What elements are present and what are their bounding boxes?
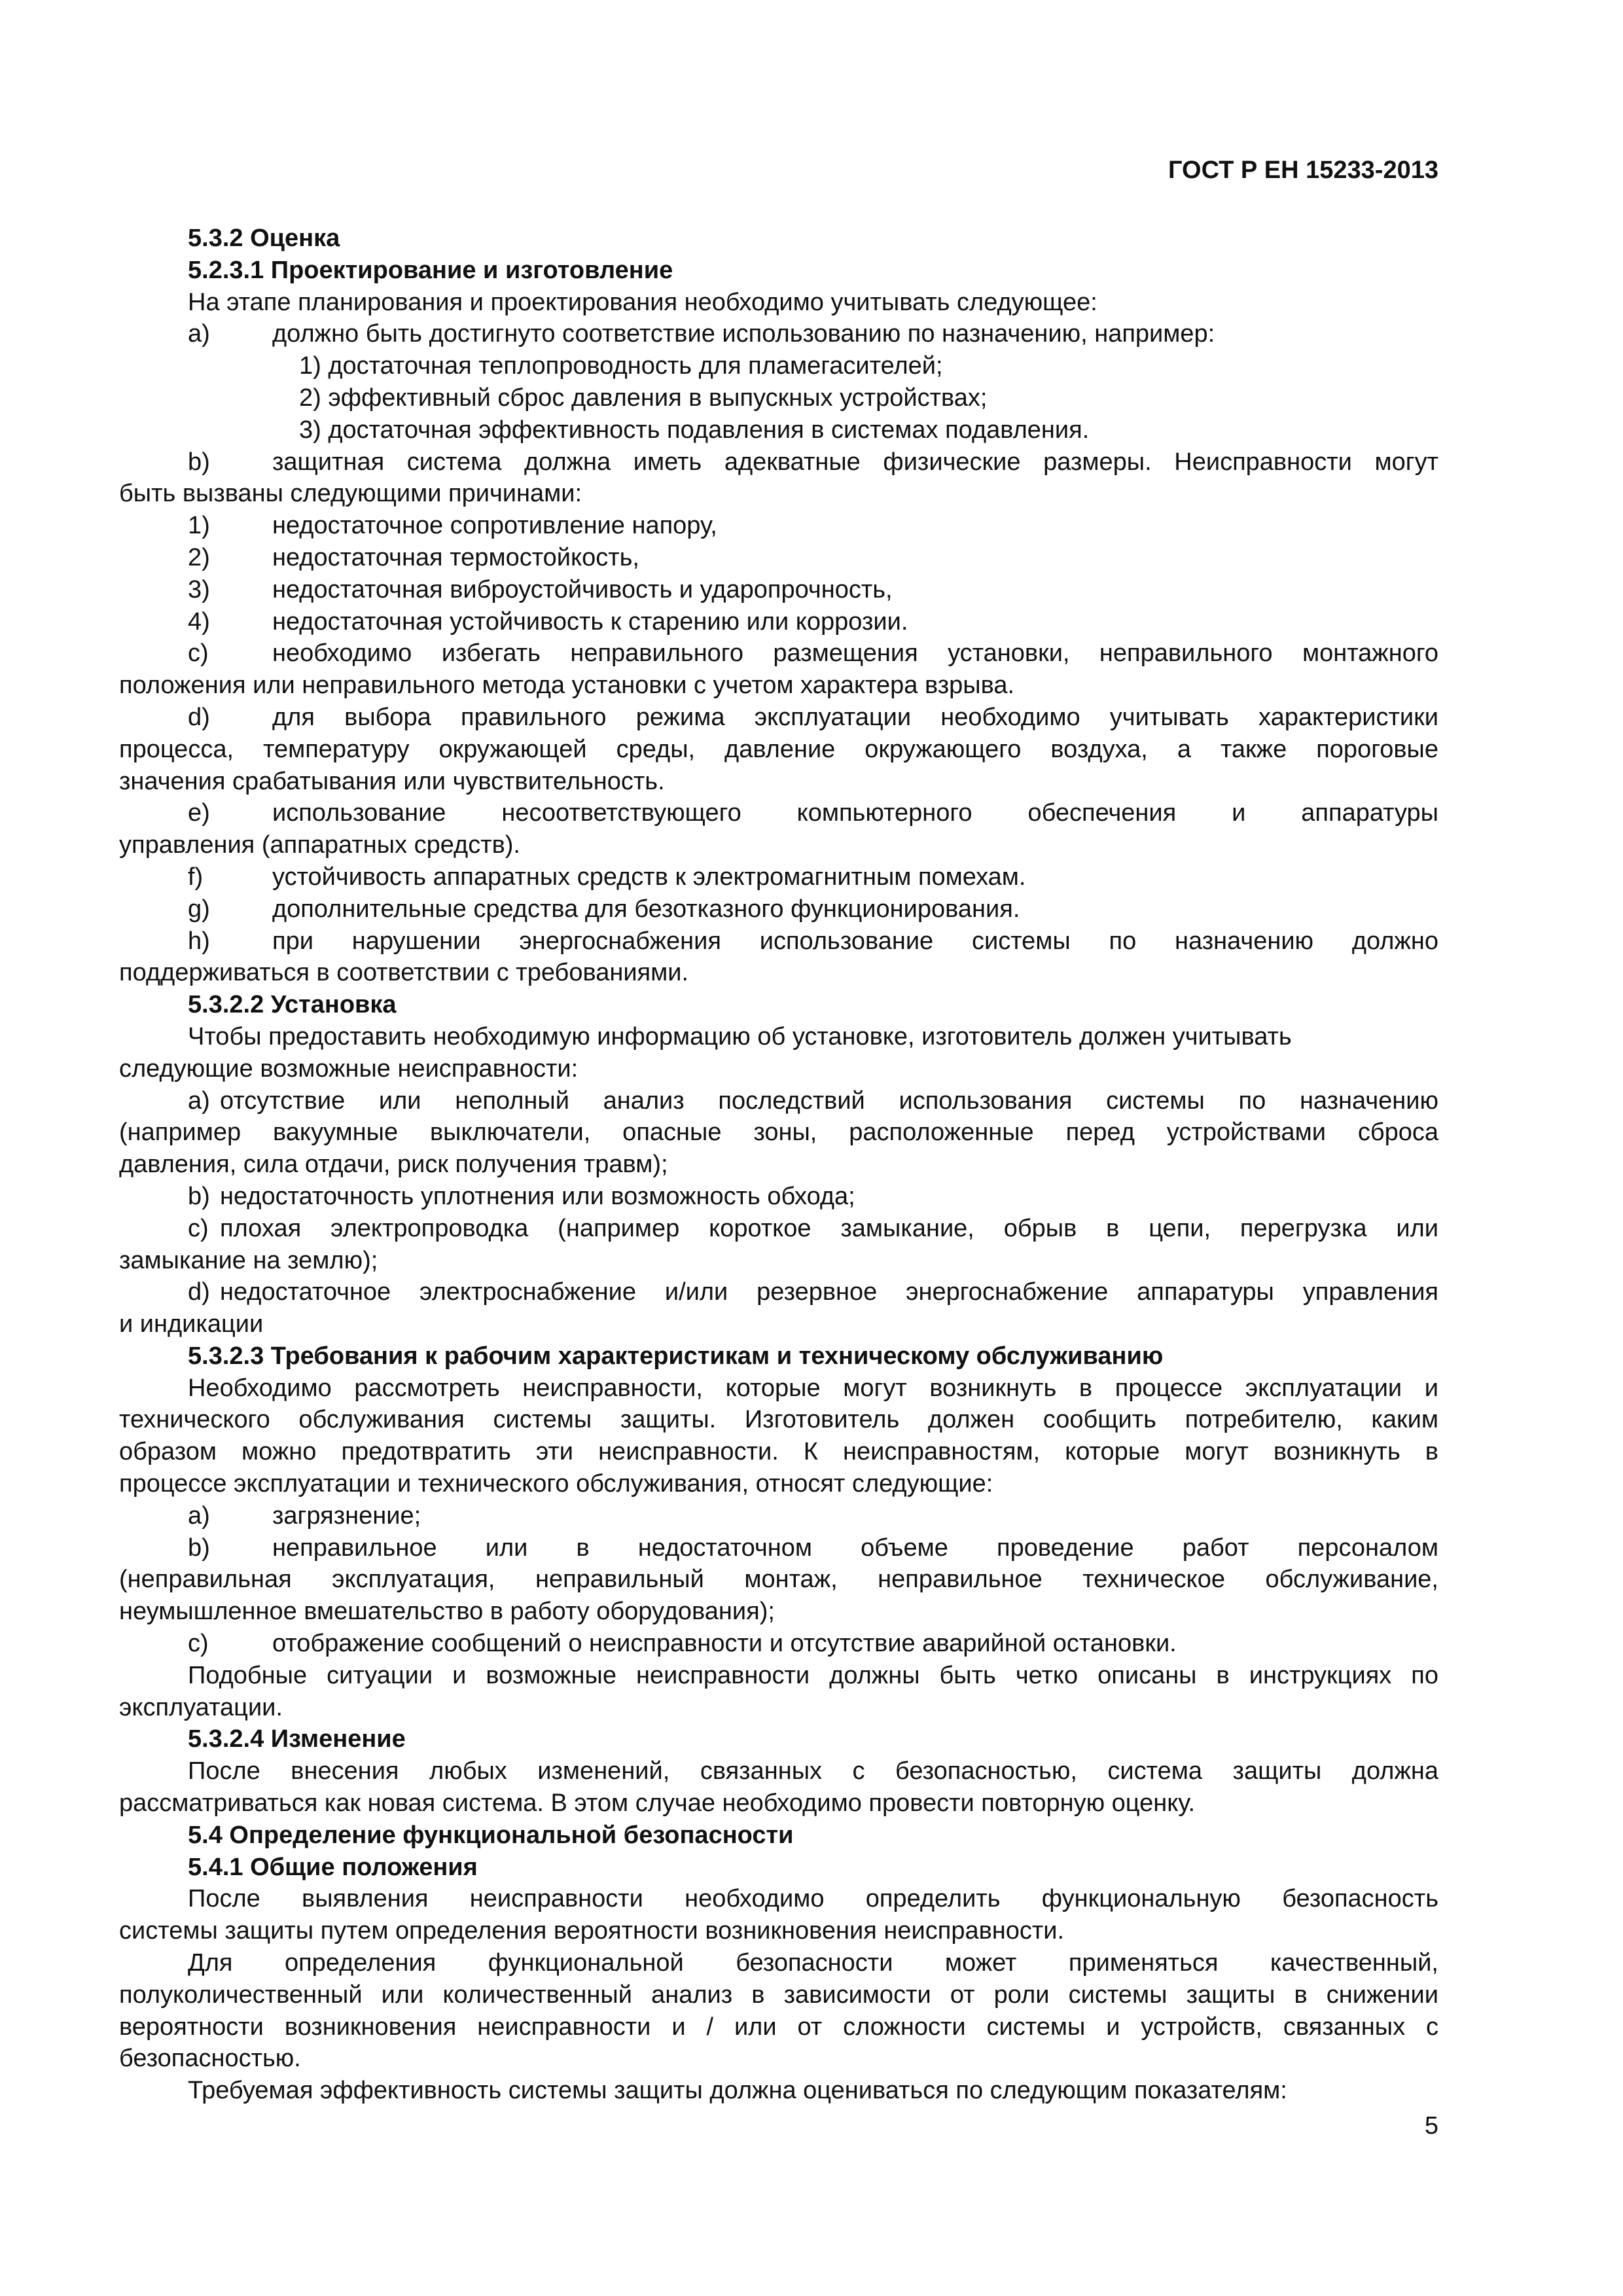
line-text: 3) достаточная эффективность подавления в системах подавления. — [299, 416, 1090, 444]
line-text: недостаточная устойчивость к старению или коррозии. — [272, 607, 908, 636]
section-heading-line — [119, 255, 1438, 287]
text-line — [119, 766, 1438, 798]
text-line — [119, 2075, 1438, 2107]
line-text: На этапе планирования и проектирования необходимо учитывать следующее: — [188, 288, 1097, 316]
section-heading-line — [119, 1340, 1438, 1372]
list-marker: 3) — [188, 575, 210, 603]
line-text: отображение сообщений о неисправности и отсутствие аварийной остановки. — [272, 1630, 1177, 1658]
line-text: процессе эксплуатации и технического обслуживания, относят следующие: — [119, 1470, 993, 1498]
text-line — [119, 1755, 1438, 1787]
text-line — [119, 1660, 1438, 1692]
line-text: (например вакуумные выключатели, опасные зоны, расположенные перед устройствами сброса — [119, 1119, 1438, 1147]
line-text: следующие возможные неисправности: — [119, 1054, 579, 1083]
section-heading-line — [119, 989, 1438, 1021]
list-marker: b) — [188, 448, 210, 476]
line-text: загрязнение; — [272, 1501, 421, 1530]
line-text: недостаточность уплотнения или возможность обхода; — [220, 1182, 855, 1210]
text-line — [119, 478, 1438, 510]
line-text: значения срабатывания или чувствительность. — [119, 767, 665, 795]
line-text: при нарушении энергоснабжения использование системы по назначению должно — [272, 927, 1438, 955]
text-line — [119, 382, 1438, 414]
text-line — [119, 637, 1438, 670]
text-line — [119, 318, 1438, 350]
list-marker: a) — [188, 1501, 210, 1530]
text-line — [119, 414, 1438, 446]
text-line — [119, 702, 1438, 734]
page-number: 5 — [1424, 2112, 1438, 2140]
text-line — [119, 925, 1438, 958]
line-text: После выявления неисправности необходимо определить функциональную безопасность — [188, 1885, 1438, 1913]
section-heading-line — [119, 1820, 1438, 1852]
line-text: 2) эффективный сброс давления в выпускных устройствах; — [299, 384, 988, 412]
text-line — [119, 287, 1438, 319]
line-text: использование несоответствующего компьютерного обеспечения и аппаратуры — [272, 799, 1438, 827]
list-marker: h) — [188, 927, 210, 955]
text-line — [119, 2043, 1438, 2075]
text-line — [119, 542, 1438, 574]
text-line — [119, 670, 1438, 702]
text-line — [119, 606, 1438, 638]
text-line — [119, 574, 1438, 606]
text-line — [119, 1787, 1438, 1820]
line-text: защитная система должна иметь адекватные физические размеры. Неисправности могут — [272, 448, 1438, 476]
list-marker: b) — [188, 1534, 210, 1562]
text-line — [119, 1564, 1438, 1596]
text-line — [119, 957, 1438, 989]
text-line — [119, 350, 1438, 382]
line-text: эксплуатации. — [119, 1693, 283, 1721]
line-text: Необходимо рассмотреть неисправности, которые могут возникнуть в процессе эксплуатации и — [188, 1374, 1438, 1402]
text-line — [119, 1979, 1438, 2011]
list-marker: c) — [188, 639, 209, 668]
line-text: давления, сила отдачи, риск получения травм); — [119, 1151, 668, 1179]
line-text: вероятности возникновения неисправности и / или от сложности системы и устройств, связанных с — [119, 2013, 1438, 2041]
text-line — [119, 1692, 1438, 1724]
line-text: недостаточная термостойкость, — [272, 543, 639, 571]
document-body — [119, 223, 1438, 2107]
line-text: Чтобы предоставить необходимую информацию об установке, изготовитель должен учитывать — [188, 1022, 1292, 1050]
text-line — [119, 1021, 1438, 1053]
line-text: неправильное или в недостаточном объеме проведение работ персоналом — [272, 1534, 1438, 1562]
line-text: 1) достаточная теплопроводность для пламегасителей; — [299, 352, 943, 380]
section-heading-line — [119, 223, 1438, 255]
text-line — [119, 1500, 1438, 1532]
text-line — [119, 1436, 1438, 1468]
line-text: 5.3.2.2 Установка — [188, 991, 397, 1019]
text-line — [119, 1596, 1438, 1628]
line-text: положения или неправильного метода установки с учетом характера взрыва. — [119, 672, 1015, 700]
text-line — [119, 446, 1438, 478]
line-text: 5.4.1 Общие положения — [188, 1853, 478, 1881]
line-text: 5.4 Определение функциональной безопасности — [188, 1821, 794, 1849]
line-text: быть вызваны следующими причинами: — [119, 480, 582, 508]
text-line — [119, 1085, 1438, 1117]
line-text: 5.3.2.3 Требования к рабочим характеристикам и техническому обслуживанию — [188, 1342, 1164, 1370]
line-text: плохая электропроводка (например короткое замыкание, обрыв в цепи, перегрузка или — [220, 1214, 1438, 1242]
text-line — [119, 1915, 1438, 1947]
text-line — [119, 893, 1438, 925]
line-text: дополнительные средства для безотказного функционирования. — [272, 895, 1020, 923]
text-line — [119, 1149, 1438, 1181]
line-text: рассматриваться как новая система. В этом случае необходимо провести повторную оценку. — [119, 1789, 1196, 1818]
list-marker: 4) — [188, 607, 210, 636]
line-text: процесса, температуру окружающей среды, давление окружающего воздуха, а также пороговые — [119, 735, 1438, 763]
line-text: и индикации — [119, 1310, 264, 1338]
list-marker: b) — [188, 1182, 210, 1210]
line-text: должно быть достигнуто соответствие использованию по назначению, например: — [272, 320, 1215, 348]
line-text: Требуемая эффективность системы защиты должна оцениваться по следующим показателям: — [188, 2077, 1287, 2105]
section-heading-line — [119, 1852, 1438, 1884]
list-marker: 2) — [188, 543, 210, 571]
text-line — [119, 1372, 1438, 1405]
line-text: недостаточное сопротивление напору, — [272, 512, 717, 540]
line-text: (неправильная эксплуатация, неправильный монтаж, неправильное техническое обслуживание, — [119, 1566, 1438, 1594]
list-marker: c) — [188, 1214, 209, 1242]
list-marker: 1) — [188, 512, 210, 540]
text-line — [119, 734, 1438, 766]
line-text: неумышленное вмешательство в работу оборудования); — [119, 1598, 775, 1626]
line-text: недостаточная виброустойчивость и ударопрочность, — [272, 575, 893, 603]
text-line — [119, 1213, 1438, 1245]
text-line — [119, 1628, 1438, 1660]
document-code-header: ГОСТ Р ЕН 15233-2013 — [1168, 156, 1438, 184]
text-line — [119, 1308, 1438, 1340]
section-heading-line — [119, 1723, 1438, 1755]
text-line — [119, 1947, 1438, 1979]
text-line — [119, 1532, 1438, 1564]
line-text: для выбора правильного режима эксплуатации необходимо учитывать характеристики — [272, 703, 1438, 731]
text-line — [119, 1883, 1438, 1915]
text-line — [119, 1117, 1438, 1149]
line-text: 5.2.3.1 Проектирование и изготовление — [188, 256, 673, 284]
text-line — [119, 829, 1438, 861]
line-text: недостаточное электроснабжение и/или резервное энергоснабжение аппаратуры управления — [220, 1278, 1438, 1306]
line-text: Для определения функциональной безопасности может применяться качественный, — [188, 1949, 1438, 1977]
line-text: безопасностью. — [119, 2045, 301, 2073]
list-marker: c) — [188, 1630, 209, 1658]
text-line — [119, 1468, 1438, 1500]
text-line — [119, 1276, 1438, 1308]
text-line — [119, 510, 1438, 542]
text-line — [119, 1404, 1438, 1436]
line-text: 5.3.2.4 Изменение — [188, 1725, 406, 1753]
text-line — [119, 1245, 1438, 1277]
text-line — [119, 797, 1438, 829]
list-marker: g) — [188, 895, 210, 923]
line-text: Подобные ситуации и возможные неисправности должны быть четко описаны в инструкциях по — [188, 1661, 1438, 1689]
line-text: устойчивость аппаратных средств к электромагнитным помехам. — [272, 863, 1026, 891]
text-line — [119, 1053, 1438, 1085]
list-marker: d) — [188, 703, 210, 731]
line-text: поддерживаться в соответствии с требованиями. — [119, 959, 689, 987]
text-line — [119, 1181, 1438, 1213]
line-text: замыкание на землю); — [119, 1246, 378, 1274]
list-marker: а) — [188, 320, 210, 348]
line-text: технического обслуживания системы защиты. Изготовитель должен сообщить потребителю, каким — [119, 1406, 1438, 1434]
line-text: образом можно предотвратить эти неисправности. К неисправностям, которые могут возникнуть в — [119, 1438, 1438, 1466]
list-marker: f) — [188, 863, 204, 891]
text-line — [119, 2011, 1438, 2043]
list-marker: a) — [188, 1086, 210, 1115]
line-text: отсутствие или неполный анализ последствий использования системы по назначению — [220, 1086, 1438, 1115]
line-text: системы защиты путем определения вероятности возникновения неисправности. — [119, 1917, 1065, 1945]
line-text: 5.3.2 Оценка — [188, 224, 340, 252]
line-text: После внесения любых изменений, связанных с безопасностью, система защиты должна — [188, 1757, 1438, 1785]
list-marker: d) — [188, 1278, 210, 1306]
line-text: управления (аппаратных средств). — [119, 831, 520, 859]
text-line — [119, 861, 1438, 893]
line-text: необходимо избегать неправильного размещения установки, неправильного монтажного — [272, 639, 1438, 668]
list-marker: e) — [188, 799, 210, 827]
line-text: полуколичественный или количественный анализ в зависимости от роли системы защиты в снижении — [119, 1981, 1438, 2009]
